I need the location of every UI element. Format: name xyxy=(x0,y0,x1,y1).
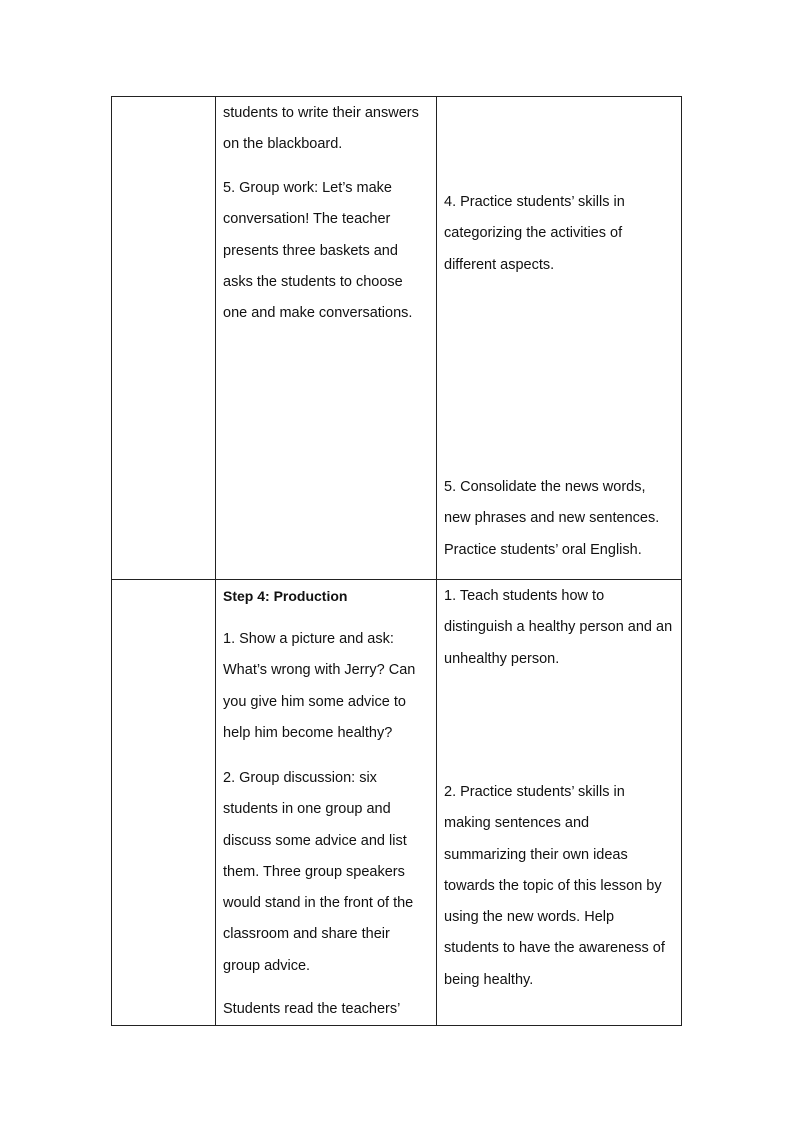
text-line: using the new words. Help xyxy=(444,909,615,926)
text-line: being healthy. xyxy=(444,971,534,988)
step-heading: Step 4: Production xyxy=(223,588,348,604)
text-line: 1. Show a picture and ask: xyxy=(223,631,394,647)
text-line: on the blackboard. xyxy=(223,136,343,153)
text-line: Students read the teachers’ xyxy=(223,1001,401,1017)
table-row xyxy=(112,97,682,580)
text-line: 1. Teach students how to xyxy=(444,588,605,604)
text-line: unhealthy person. xyxy=(444,650,560,667)
text-line: different aspects. xyxy=(444,256,555,273)
teaching-activities-cell xyxy=(216,97,437,580)
activities-block-continued xyxy=(223,98,419,161)
text-line: making sentences and xyxy=(444,815,590,832)
teaching-purpose-cell xyxy=(437,97,682,580)
activity-2-block xyxy=(223,763,413,982)
text-line: What’s wrong with Jerry? Can xyxy=(223,662,416,679)
text-line: 5. Group work: Let’s make xyxy=(223,180,392,196)
stage-cell xyxy=(112,580,216,1026)
text-line: would stand in the front of the xyxy=(223,895,414,912)
text-line: 2. Group discussion: six xyxy=(223,770,377,786)
text-line: students to write their answers xyxy=(223,105,419,121)
purpose-1-block xyxy=(444,581,672,675)
text-line: one and make conversations. xyxy=(223,305,413,322)
text-line: conversation! The teacher xyxy=(223,211,391,228)
text-line: categorizing the activities of xyxy=(444,225,623,242)
text-line: help him become healthy? xyxy=(223,724,393,741)
activity-3-block xyxy=(223,994,400,1025)
stage-cell xyxy=(112,97,216,580)
text-line: towards the topic of this lesson by xyxy=(444,877,662,894)
step-heading-block xyxy=(223,581,347,612)
text-line: 4. Practice students’ skills in xyxy=(444,194,625,210)
text-line: discuss some advice and list xyxy=(223,832,407,849)
text-line: new phrases and new sentences. xyxy=(444,510,660,527)
text-line: summarizing their own ideas xyxy=(444,846,628,863)
text-line: 5. Consolidate the news words, xyxy=(444,479,646,495)
text-line: you give him some advice to xyxy=(223,693,406,710)
text-line: students in one group and xyxy=(223,801,391,818)
teaching-purpose-cell xyxy=(437,580,682,1026)
lesson-plan-table xyxy=(111,96,682,1026)
text-line: classroom and share their xyxy=(223,926,390,943)
text-line: Practice students’ oral English. xyxy=(444,541,642,558)
text-line: them. Three group speakers xyxy=(223,863,405,880)
purpose-2-block xyxy=(444,777,665,996)
text-line: group advice. xyxy=(223,957,311,974)
activity-5-block xyxy=(223,173,412,329)
table-row xyxy=(112,580,682,1026)
text-line: asks the students to choose xyxy=(223,273,403,290)
text-line: students to have the awareness of xyxy=(444,940,665,957)
purpose-5-block xyxy=(444,472,659,566)
text-line: 2. Practice students’ skills in xyxy=(444,784,625,800)
activity-1-block xyxy=(223,624,415,749)
text-line: distinguish a healthy person and an xyxy=(444,619,673,636)
teaching-activities-cell xyxy=(216,580,437,1026)
purpose-4-block xyxy=(444,187,625,281)
text-line: presents three baskets and xyxy=(223,242,398,259)
